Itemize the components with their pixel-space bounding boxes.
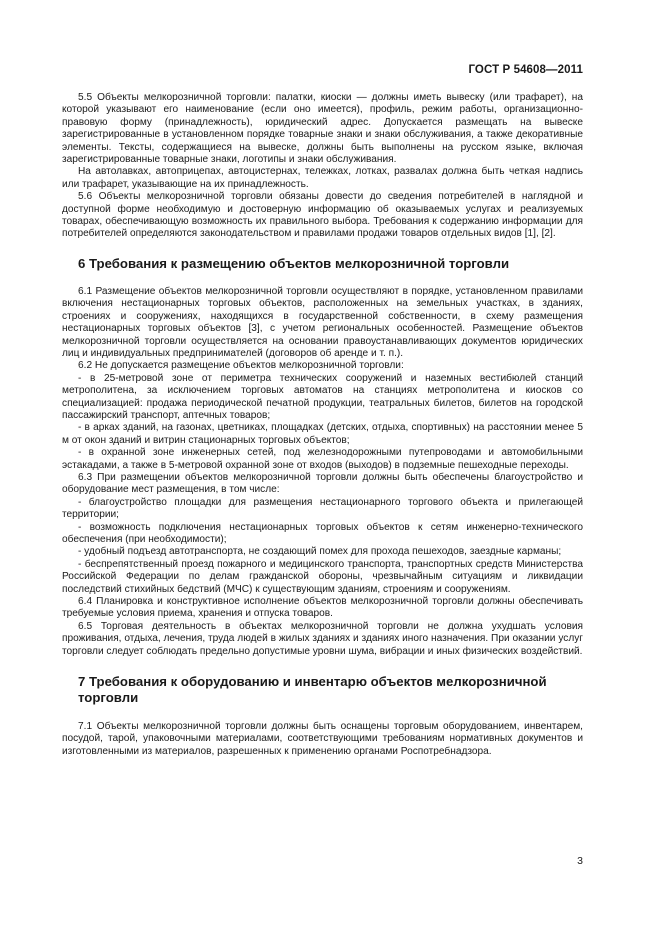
paragraph-6-2: 6.2 Не допускается размещение объектов мелкорозничной торговли: (78, 360, 404, 372)
section-7-heading: 7 Требования к оборудованию и инвентарю объектов мелкорозничной торговли (78, 674, 547, 706)
paragraph-6-4: 6.4 Планировка и конструктивное исполнение объектов мелкорозничной торговли должны обеспечивать требуемые условия приема, хранения и отпуска товаров. (62, 596, 583, 620)
page-number: 3 (577, 855, 583, 867)
list-item: - в 25-метровой зоне от периметра технических сооружений и наземных вестибюлей станций метрополитена, за исключением торговых автоматов на станциях метрополитена и киосков со специализацией: продажа периодической печатной продукции, театральных билетов, билетов на городской пассажирский транспорт, аптечных товаров; (62, 372, 583, 421)
list-item: - в охранной зоне инженерных сетей, под железнодорожными путепроводами и автомобильными эстакадами, а также в 5-метровой охранной зоне от входов (выходов) в подземные пешеходные переходы. (62, 447, 583, 471)
document-code: ГОСТ Р 54608—2011 (468, 64, 583, 76)
list-item: - удобный подъезд автотранспорта, не создающий помех для прохода пешеходов, заездные карманы; (78, 546, 562, 558)
list-item: - в арках зданий, на газонах, цветниках, площадках (детских, отдыха, спортивных) на расстоянии менее 5 м от окон зданий и витрин стационарных торговых объектов; (62, 422, 583, 446)
section-6-heading: 6 Требования к размещению объектов мелкорозничной торговли (78, 255, 510, 271)
paragraph-6-5: 6.5 Торговая деятельность в объектах мелкорозничной торговли не должна ухудшать условия проживания, отдыха, лечения, труда людей в жилых зданиях и зданиях иного назначения. При оказании услуг торговли следует соблюдать предельно допустимые уровни шума, вибрации и иных физических воздействий. (62, 620, 583, 657)
paragraph-6-3: 6.3 При размещении объектов мелкорозничной торговли должны быть обеспечены благоустройство и оборудование мест размещения, в том числе: (62, 471, 583, 496)
paragraph-5-5: 5.5 Объекты мелкорозничной торговли: палатки, киоски — должны иметь вывеску (или трафарет), на которой указывают его наименование (если оно имеется), профиль, режим работы, организационно-правовую форму (принадлежность), юридический адрес. Допускается размещать на вывеске зарегистрированные в установленном порядке товарные знаки и знаки обслуживания, а также декоративные элементы. Тексты, содержащиеся на вывеске, должны быть выполнены на русском языке, включая зарегистрированные товарные знаки, логотипы и знаки обслуживания. (62, 92, 583, 166)
paragraph-5-5-vehicles: На автолавках, автоприцепах, автоцистернах, тележках, лотках, развалах должна быть четкая надпись или трафарет, указывающие на их принадлежность. (62, 166, 583, 190)
page-content (62, 92, 583, 758)
list-item: - беспрепятственный проезд пожарного и медицинского транспорта, транспортных средств Министерства Российской Федерации по делам гражданской обороны, чрезвычайным ситуациям и ликвидации последствий стихийных бедствий (МЧС) к существующим зданиям, строениям и сооружениям. (62, 558, 583, 595)
paragraph-6-1: 6.1 Размещение объектов мелкорозничной торговли осуществляют в порядке, установленном правилами включения нестационарных торговых объектов, расположенных на земельных участках, в зданиях, строениях и сооружениях, находящихся в государственной собственности, в схему размещения нестационарных торговых объектов [3], с учетом региональных особенностей. Размещение объектов мелкорозничной торговли осуществляется на основании правоустанавливающих документов юридических лиц и индивидуальных предпринимателей (договоров об аренде и т. п.). (62, 285, 583, 359)
paragraph-5-6: 5.6 Объекты мелкорозничной торговли обязаны довести до сведения потребителей в наглядной и доступной форме необходимую и достоверную информацию об оказываемых услугах и реализуемых товарах, обеспечивающую возможность их правильного выбора. Требования к содержанию информации для потребителей определяются законодательством и правилами продажи товаров отдельных видов [1], [2]. (62, 191, 583, 240)
list-item: - благоустройство площадки для размещения нестационарного торгового объекта и прилегающей территории; (62, 496, 583, 521)
list-item: - возможность подключения нестационарных торговых объектов к сетям инженерно-технического обеспечения (при необходимости); (62, 521, 583, 545)
paragraph-7-1: 7.1 Объекты мелкорозничной торговли должны быть оснащены торговым оборудованием, инвентарем, посудой, тарой, упаковочными материалами, соответствующими требованиям нормативных документов и изготовленными из материалов, разрешенных к применению органами Роспотребнадзора. (62, 721, 583, 757)
